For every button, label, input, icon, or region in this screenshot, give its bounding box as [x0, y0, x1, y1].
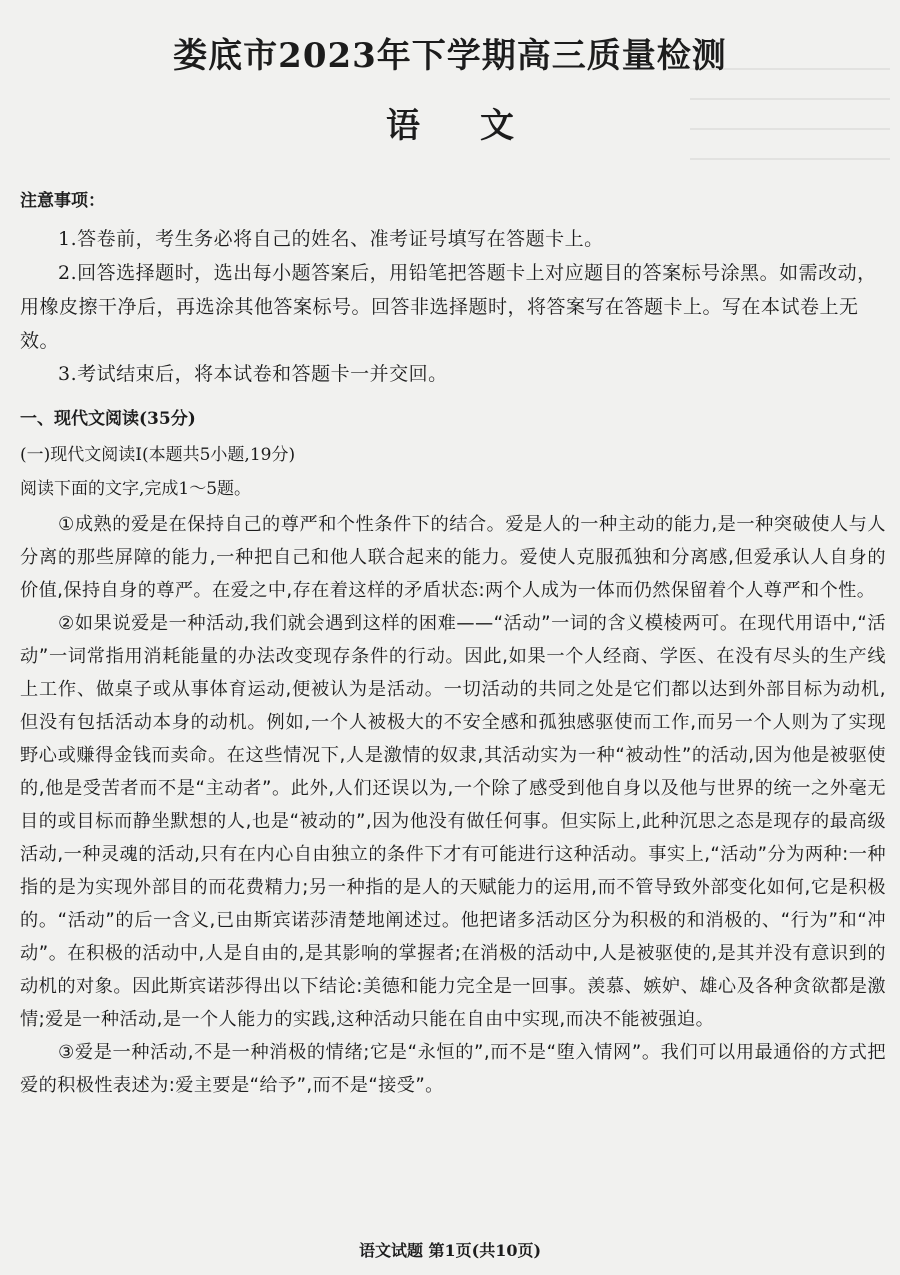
passage-paragraph-3: ③爱是一种活动,不是一种消极的情绪;它是“永恒的”,而不是“堕入情网”。我们可以用最通俗的方式把爱的积极性表述为:爱主要是“给予”,而不是“接受”。 [20, 1042, 886, 1096]
passage-paragraph-1: ①成熟的爱是在保持自己的尊严和个性条件下的结合。爱是人的一种主动的能力,是一种突破使人与人分离的那些屏障的能力,一种把自己和他人联合起来的能力。爱使人克服孤独和分离感,但爱承认人自身的价值,保持自身的尊严。在爱之中,存在着这样的矛盾状态:两个人成为一体而仍然保留着个人尊严和个性。 [20, 514, 886, 601]
page-footer: 语文试题 第1页(共10页) [358, 1241, 542, 1260]
section-subheading: (一)现代文阅读Ⅰ(本题共5小题,19分) [20, 445, 296, 465]
reading-instruction: 阅读下面的文字,完成1～5题。 [20, 479, 252, 499]
notice-item-text: 3.考试结束后，将本试卷和答题卡一并交回。 [58, 363, 448, 385]
notice-heading: 注意事项： [20, 191, 105, 211]
notice-item-2 [20, 256, 880, 358]
notice-item-3 [20, 357, 880, 391]
subject-title: 语文 [386, 106, 574, 146]
section-heading: 一、现代文阅读(35分) [20, 409, 196, 429]
passage-paragraph-2: ②如果说爱是一种活动,我们就会遇到这样的困难——“活动”一词的含义模棱两可。在现代用语中,“活动”一词常指用消耗能量的办法改变现存条件的行动。因此,如果一个人经商、学医、在没有尽头的生产线上工作、做桌子或从事体育运动,便被认为是活动。一切活动的共同之处是它们都以达到外部目标为动机,但没有包括活动本身的动机。例如,一个人被极大的不安全感和孤独感驱使而工作,而另一个人则为了实现野心或赚得金钱而卖命。在这些情况下,人是激情的奴隶,其活动实为一种“被动性”的活动,因为他是被驱使的,他是受苦者而不是“主动者”。此外,人们还误以为,一个除了感受到他自身以及他与世界的统一之外毫无目的或目标而静坐默想的人,也是“被动的”,因为他没有做任何事。但实际上,此种沉思之态是现存的最高级活动,一种灵魂的活动,只有在内心自由独立的条件下才有可能进行这种活动。事实上,“活动”分为两种:一种指的是为实现外部目的而花费精力;另一种指的是人的天赋能力的运用,而不管导致外部变化如何,它是积极的。“活动”的后一含义,已由斯宾诺莎清楚地阐述过。他把诸多活动区分为积极的和消极的、“行为”和“冲动”。在积极的活动中,人是自由的,是其影响的掌握者;在消极的活动中,人是被驱使的,是其并没有意识到的动机的对象。因此斯宾诺莎得出以下结论:美德和能力完全是一回事。羡慕、嫉妒、雄心及各种贪欲都是激情;爱是一种活动,是一个人能力的实践,这种活动只能在自由中实现,而决不能被强迫。 [20, 613, 886, 1030]
exam-title: 娄底市2023年下学期高三质量检测 [173, 36, 727, 76]
notice-item-1 [20, 222, 880, 256]
notice-item-text: 2.回答选择题时，选出每小题答案后，用铅笔把答题卡上对应题目的答案标号涂黑。如需改动，用橡皮擦干净后，再选涂其他答案标号。回答非选择题时，将答案写在答题卡上。写在本试卷上无效。 [20, 262, 877, 352]
reading-passage [20, 508, 886, 1102]
notice-item-text: 1.答卷前，考生务必将自己的姓名、准考证号填写在答题卡上。 [58, 228, 604, 250]
